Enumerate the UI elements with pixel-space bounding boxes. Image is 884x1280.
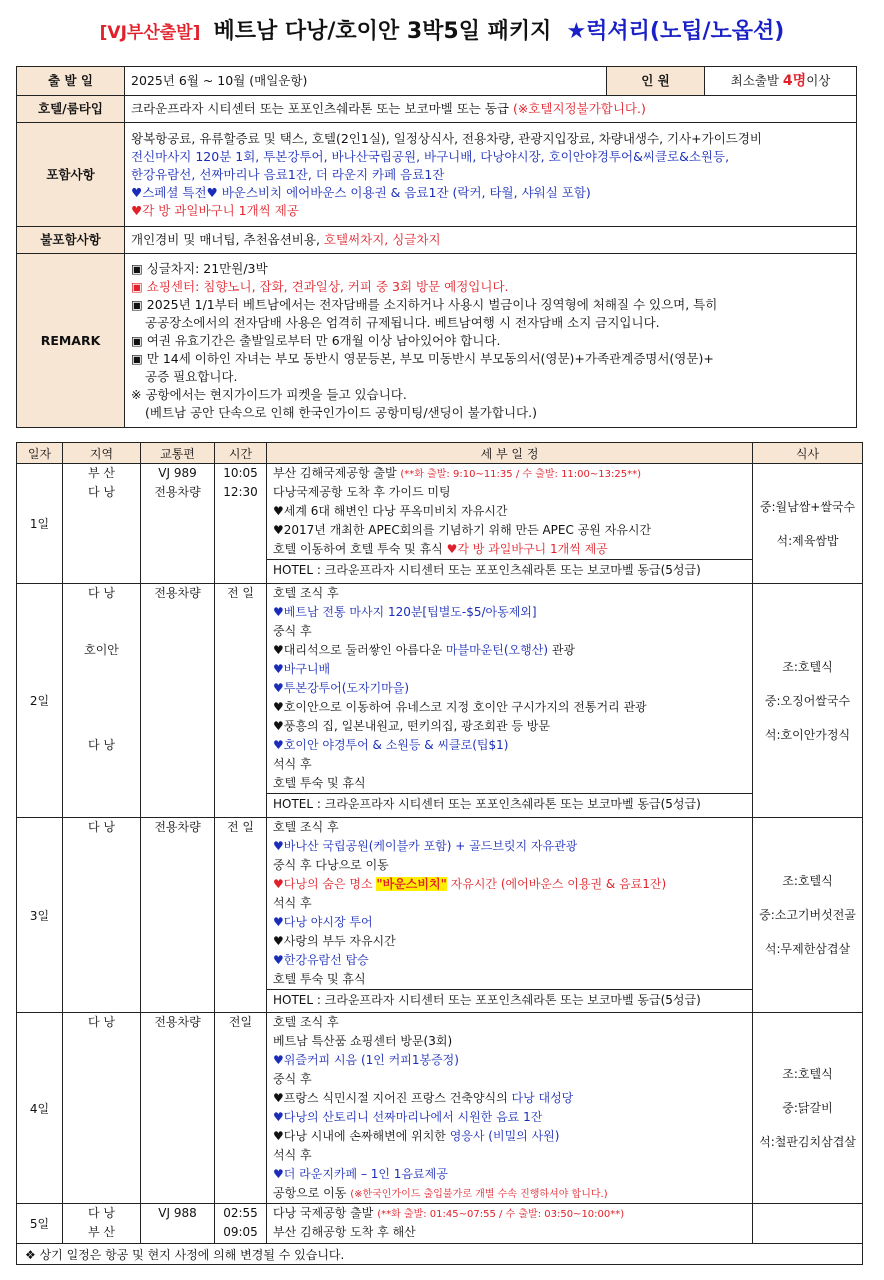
day3-region: 다 낭 (63, 818, 141, 1013)
day1-hotel: HOTEL : 크라운프라자 시티센터 또는 포포인츠쉐라톤 또는 보코마벨 동급(5성급) (267, 559, 752, 580)
day4-label: 4일 (17, 1013, 63, 1204)
info-table (16, 66, 857, 428)
day4-region: 다 낭 (63, 1013, 141, 1204)
day2-detail: 호텔 조식 후 ♥베트남 전통 마사지 120분[팁별도-$5/아동제외] 중식 후 ♥대리석으로 둘러쌓인 아름다운 마블마운틴(오행산) 관광 ♥바구니배 ♥투본강투어(도자기마을) ♥호이안으로 이동하여 유네스코 지정 호이안 구시가지의 전통거리 관광 ♥풍흥의 집, 일본내원교, 떤키의집, 광조회관 등 방문 ♥호이안 야경투어 & 소원등 & 씨클로(팁$1) 석식 후 호텔 투숙 및 휴식 HOTEL : 크라운프라자 시티센터 또는 포포인츠쉐라톤 또는 보코마벨 동급(5성급) (267, 584, 753, 818)
people-value: 최소출발 4명이상 (705, 67, 857, 96)
day1-row (17, 464, 863, 584)
excluded-value: 개인경비 및 매너팁, 추천옵션비용, 호텔써차지, 싱글차지 (125, 227, 857, 254)
day3-row (17, 818, 863, 1013)
day2-meals: 조:호텔식 중:오징어쌀국수 석:호이안가정식 (753, 584, 863, 818)
day4-meals: 조:호텔식 중:닭갈비 석:철판김치삼겹살 (753, 1013, 863, 1204)
included-value: 왕복항공료, 유류할증료 및 택스, 호텔(2인1실), 일정상식사, 전용차량, 관광지입장료, 차량내생수, 기사+가이드경비 전신마사지 120분 1회, 투본강투어, 바나산국립공원, 바구니배, 다낭야시장, 호이안야경투어&씨클로&소원등, 한강유람선, 선짜마리나 음료1잔, 더 라운지 카페 음료1잔 ♥스페셜 특전♥ 바운스비치 에어바운스 이용권 & 음료1잔 (락커, 타월, 샤워실 포함) ♥각 방 과일바구니 1개씩 제공 (125, 123, 857, 227)
title-tag: [VJ부산출발] (99, 23, 201, 43)
header-detail: 세 부 일 정 (267, 443, 753, 464)
day5-label: 5일 (17, 1204, 63, 1244)
footer-note: ❖ 상기 일정은 항공 및 현지 사정에 의해 변경될 수 있습니다. (17, 1244, 863, 1265)
header-day: 일자 (17, 443, 63, 464)
day3-label: 3일 (17, 818, 63, 1013)
day1-region: 부 산 다 낭 (63, 464, 141, 584)
included-label: 포함사항 (17, 123, 125, 227)
page-title (0, 14, 884, 45)
day4-detail: 호텔 조식 후 베트남 특산품 쇼핑센터 방문(3회) ♥위즐커피 시음 (1인 커피1봉증정) 중식 후 ♥프랑스 식민시절 지어진 프랑스 건축양식의 다낭 대성당 ♥다낭의 산토리니 선짜마리나에서 시원한 음료 1잔 ♥다낭 시내에 손짜해변에 위치한 영응사 (비밀의 사원) 석식 후 ♥더 라운지카페 – 1인 1음료제공 공항으로 이동 (※한국인가이드 출입불가로 개별 수속 진행하셔야 합니다.) (267, 1013, 753, 1204)
excluded-label: 불포함사항 (17, 227, 125, 254)
header-transport: 교통편 (141, 443, 215, 464)
hotel-value: 크라운프라자 시티센터 또는 포포인츠쉐라톤 또는 보코마벨 또는 동급 (※호텔지정불가합니다.) (125, 96, 857, 123)
day2-transport: 전용차량 (141, 584, 215, 818)
day3-hotel: HOTEL : 크라운프라자 시티센터 또는 포포인츠쉐라톤 또는 보코마벨 동급(5성급) (267, 989, 752, 1010)
day5-time: 02:55 09:05 (215, 1204, 267, 1244)
day1-label: 1일 (17, 464, 63, 584)
day3-detail: 호텔 조식 후 ♥바나산 국립공원(케이블카 포함) + 골드브릿지 자유관광 중식 후 다낭으로 이동 ♥다낭의 숨은 명소 "바운스비치" 자유시간 (에어바운스 이용권 & 음료1잔) 석식 후 ♥다낭 야시장 투어 ♥사랑의 부두 자유시간 ♥한강유람선 탑승 호텔 투숙 및 휴식 HOTEL : 크라운프라자 시티센터 또는 포포인츠쉐라톤 또는 보코마벨 동급(5성급) (267, 818, 753, 1013)
day1-time: 10:05 12:30 (215, 464, 267, 584)
day1-detail: 부산 김해국제공항 출발 (**화 출발: 9:10~11:35 / 수 출발: 11:00~13:25**) 다낭국제공항 도착 후 가이드 미팅 ♥세계 6대 해변인 다낭 푸옥미비치 자유시간 ♥2017년 개최한 APEC회의를 기념하기 위해 만든 APEC 공원 자유시간 호텔 이동하여 호텔 투숙 및 휴식 ♥각 방 과일바구니 1개씩 제공 HOTEL : 크라운프라자 시티센터 또는 포포인츠쉐라톤 또는 보코마벨 동급(5성급) (267, 464, 753, 584)
remark-value: ▣ 싱글차지: 21만원/3박 ▣ 쇼핑센터: 침향노니, 잡화, 견과일상, 커피 중 3회 방문 예정입니다. ▣ 2025년 1/1부터 베트남에서는 전자담배를 소지하거나 사용시 벌금이나 징역형에 처해질 수 있으며, 특히 공공장소에서의 전자담배 사용은 엄격히 규제됩니다. 베트남여행 시 전자담배 소지 금지입니다. ▣ 여권 유효기간은 출발일로부터 만 6개월 이상 남아있어야 합니다. ▣ 만 14세 이하인 자녀는 부모 동반시 영문등본, 부모 미동반시 부모동의서(영문)+가족관계증명서(영문)+ 공증 필요합니다. ※ 공항에서는 현지가이드가 피켓을 들고 있습니다. (베트남 공안 단속으로 인해 한국인가이드 공항미팅/샌딩이 불가합니다.) (125, 254, 857, 428)
day5-region: 다 낭 부 산 (63, 1204, 141, 1244)
day3-transport: 전용차량 (141, 818, 215, 1013)
day5-detail: 다낭 국제공항 출발 (**화 출발: 01:45~07:55 / 수 출발: 03:50~10:00**) 부산 김해공항 도착 후 해산 (267, 1204, 753, 1244)
people-label: 인 원 (607, 67, 705, 96)
day1-transport: VJ 989 전용차량 (141, 464, 215, 584)
day5-meals (753, 1204, 863, 1244)
depart-label: 출 발 일 (17, 67, 125, 96)
header-meal: 식사 (753, 443, 863, 464)
hotel-label: 호텔/룸타입 (17, 96, 125, 123)
day3-time: 전 일 (215, 818, 267, 1013)
remark-label: REMARK (17, 254, 125, 428)
day2-time: 전 일 (215, 584, 267, 818)
day4-row (17, 1013, 863, 1204)
day4-transport: 전용차량 (141, 1013, 215, 1204)
day2-region: 다 낭 호이안 다 낭 (63, 584, 141, 818)
day2-label: 2일 (17, 584, 63, 818)
schedule-table (16, 442, 863, 1265)
day5-transport: VJ 988 (141, 1204, 215, 1244)
day2-row (17, 584, 863, 818)
title-luxury: ★럭셔리(노팁/노옵션) (566, 19, 785, 44)
header-region: 지역 (63, 443, 141, 464)
depart-value: 2025년 6월 ~ 10월 (매일운항) (125, 67, 607, 96)
day5-row (17, 1204, 863, 1244)
title-main: 베트남 다낭/호이안 3박5일 패키지 (213, 19, 552, 44)
day3-meals: 조:호텔식 중:소고기버섯전골 석:무제한삼겹살 (753, 818, 863, 1013)
day1-meals: 중:월남쌈+쌀국수 석:제육쌈밥 (753, 464, 863, 584)
day4-time: 전일 (215, 1013, 267, 1204)
day2-hotel: HOTEL : 크라운프라자 시티센터 또는 포포인츠쉐라톤 또는 보코마벨 동급(5성급) (267, 793, 752, 814)
header-time: 시간 (215, 443, 267, 464)
